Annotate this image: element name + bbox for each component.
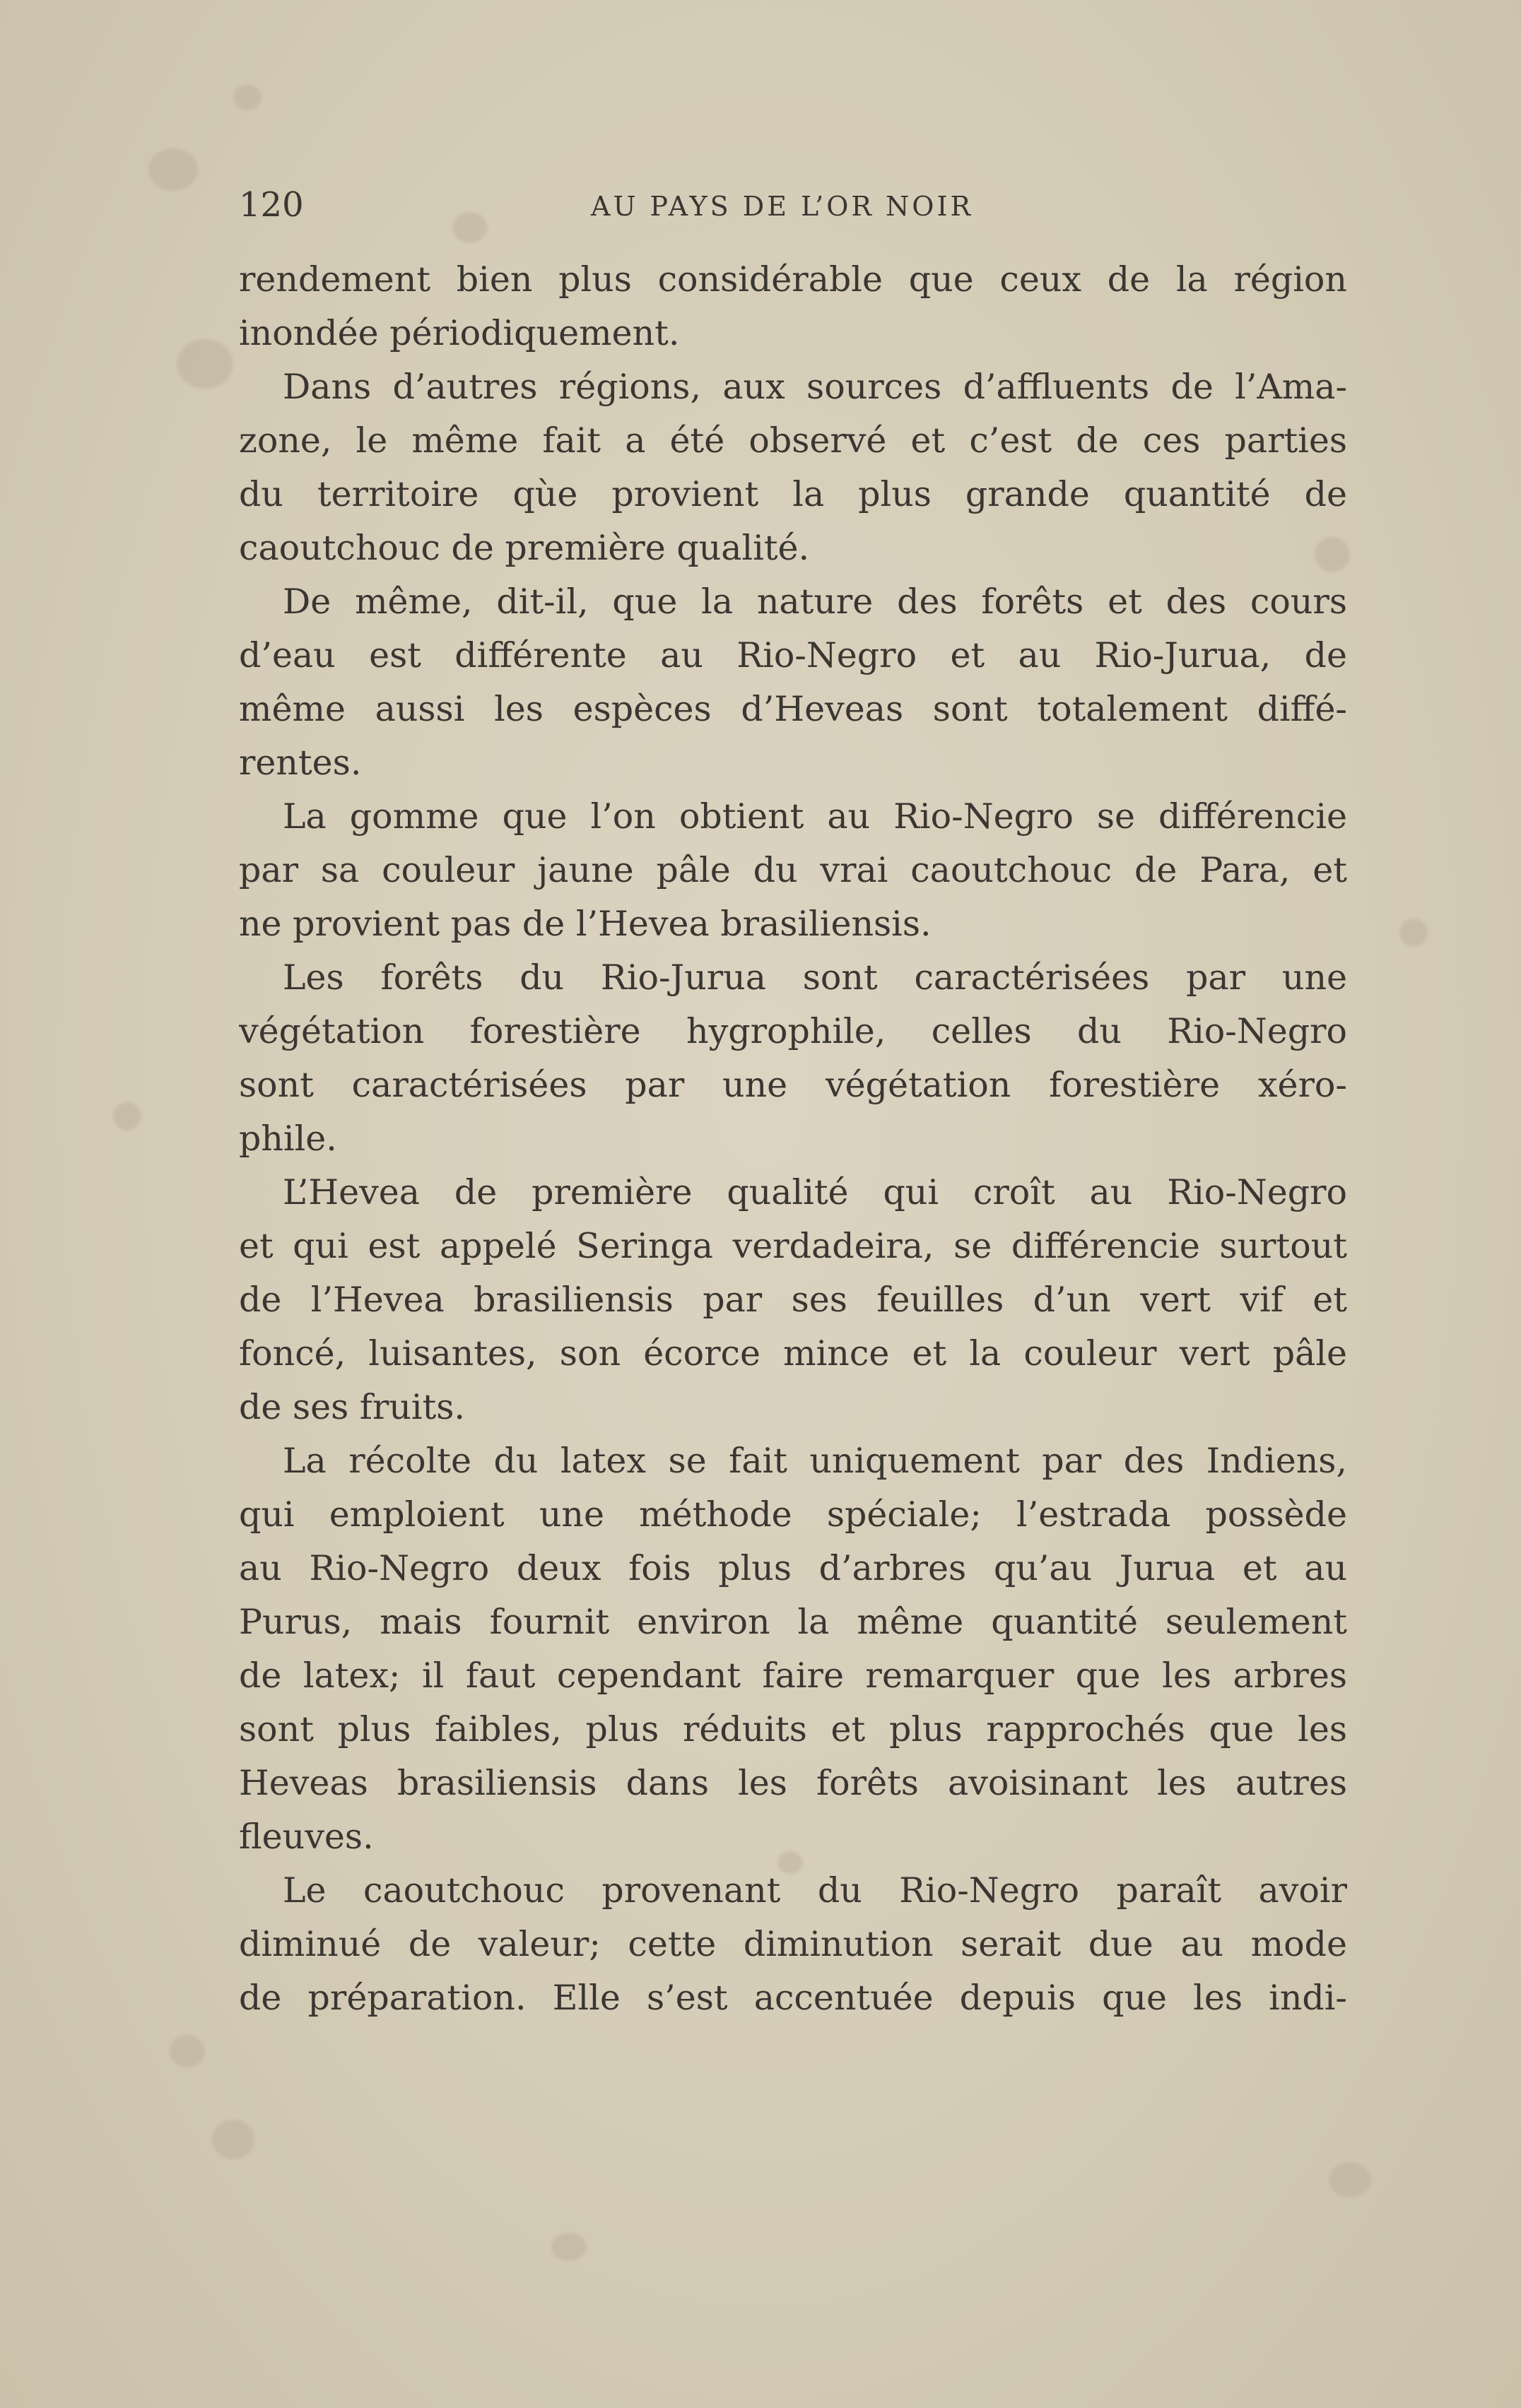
text-line: du territoire qùe provient la plus grande quantité de (239, 474, 1347, 514)
page-number: 120 (239, 185, 304, 225)
foxing-spot (1329, 2162, 1371, 2197)
body-text (239, 253, 1347, 2025)
text-line: Les forêts du Rio-Jurua sont caractérisées par une (283, 957, 1347, 998)
foxing-spot (212, 2120, 254, 2159)
text-line: végétation forestière hygrophile, celles du Rio-Negro (239, 1011, 1347, 1051)
foxing-spot (1399, 919, 1428, 947)
foxing-spot (551, 2233, 587, 2261)
page-header (239, 185, 1356, 228)
text-line: De même, dit-il, que la nature des forêts et des cours (283, 582, 1347, 622)
text-line: Le caoutchouc provenant du Rio-Negro paraît avoir (283, 1870, 1347, 1911)
text-line: zone, le même fait a été observé et c’est de ces parties (239, 420, 1347, 461)
text-line: par sa couleur jaune pâle du vrai caoutchouc de Para, et (239, 850, 1347, 890)
text-line: rentes. (239, 743, 362, 783)
text-line: L’Hevea de première qualité qui croît au Rio-Negro (283, 1172, 1347, 1212)
text-line: de préparation. Elle s’est accentuée depuis que les indi- (239, 1978, 1347, 2018)
text-line: Purus, mais fournit environ la même quantité seulement (239, 1602, 1347, 1642)
text-line: ne provient pas de l’Hevea brasiliensis. (239, 904, 932, 944)
text-line: et qui est appelé Seringa verdadeira, se différencie surtout (239, 1226, 1347, 1266)
text-line: rendement bien plus considérable que ceux de la région (239, 259, 1347, 300)
text-line: La récolte du latex se fait uniquement par des Indiens, (283, 1441, 1347, 1481)
text-line: phile. (239, 1119, 337, 1159)
foxing-spot (170, 2035, 205, 2067)
running-title: AU PAYS DE L’OR NOIR (591, 191, 974, 222)
text-line: de l’Hevea brasiliensis par ses feuilles d’un vert vif et (239, 1280, 1347, 1320)
text-line: foncé, luisantes, son écorce mince et la couleur vert pâle (239, 1333, 1347, 1374)
text-line: qui emploient une méthode spéciale; l’estrada possède (239, 1494, 1347, 1535)
text-line: diminué de valeur; cette diminution serait due au mode (239, 1924, 1347, 1964)
foxing-spot (148, 148, 198, 191)
text-line: d’eau est différente au Rio-Negro et au Rio-Jurua, de (239, 635, 1347, 675)
text-line: sont plus faibles, plus réduits et plus rapprochés que les (239, 1709, 1347, 1749)
text-line: inondée périodiquement. (239, 313, 680, 353)
text-line: au Rio-Negro deux fois plus d’arbres qu’au Jurua et au (239, 1548, 1347, 1588)
foxing-spot (177, 339, 233, 389)
text-line: Dans d’autres régions, aux sources d’affluents de l’Ama- (283, 367, 1347, 407)
text-line: Heveas brasiliensis dans les forêts avoisinant les autres (239, 1763, 1347, 1803)
text-line: sont caractérisées par une végétation forestière xéro- (239, 1065, 1347, 1105)
text-line: La gomme que l’on obtient au Rio-Negro se différencie (283, 796, 1347, 837)
text-line: de latex; il faut cependant faire remarquer que les arbres (239, 1656, 1347, 1696)
foxing-spot (233, 85, 262, 110)
text-line: de ses fruits. (239, 1387, 466, 1427)
text-line: caoutchouc de première qualité. (239, 528, 810, 568)
foxing-spot (113, 1102, 141, 1131)
text-line: fleuves. (239, 1817, 374, 1857)
text-line: même aussi les espèces d’Heveas sont totalement diffé- (239, 689, 1347, 729)
